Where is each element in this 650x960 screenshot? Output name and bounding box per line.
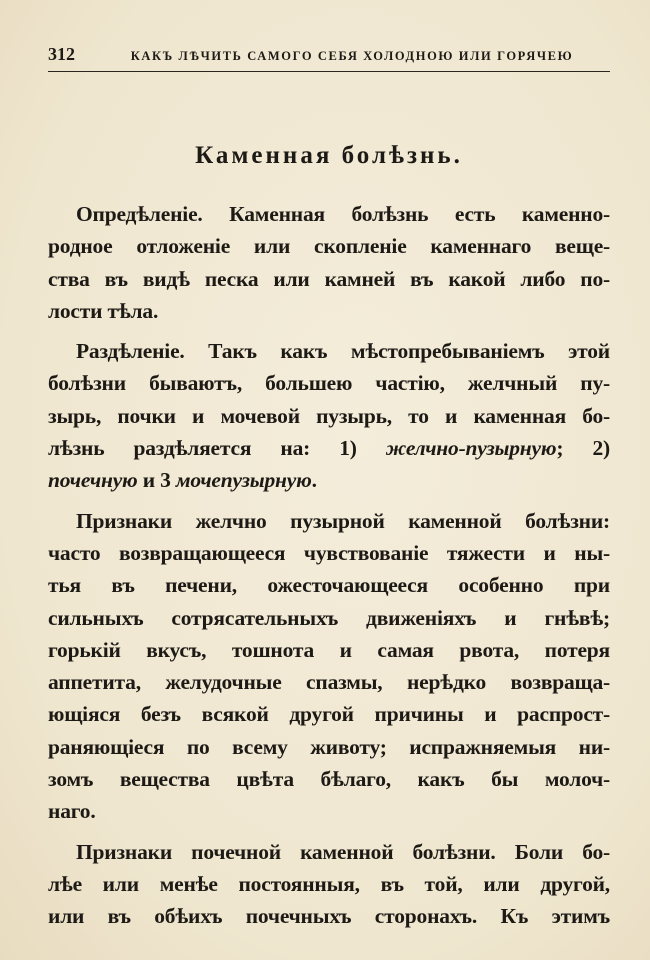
header-rule	[48, 71, 610, 72]
text-line: Раздѣленіе. Такъ какъ мѣстопребываніемъ этой	[76, 339, 610, 364]
text-segment: и 3	[137, 468, 176, 493]
text-line: или въ обѣихъ почечныхъ сторонахъ. Къ этимъ	[48, 904, 610, 929]
text-line: тья въ печени, ожесточающееся особенно при	[48, 573, 610, 598]
text-segment: лѣзнь раздѣляется на: 1)	[48, 436, 386, 461]
text-line: Признаки почечной каменной болѣзни. Боли бо-	[76, 839, 610, 864]
text-line: часто возвращающееся чувствованіе тяжести и ны-	[48, 540, 610, 565]
body-text	[48, 198, 610, 933]
italic-term: почечную	[48, 468, 138, 493]
text-line: Опредѣленіе. Каменная болѣзнь есть каменно-	[76, 202, 610, 226]
text-line: наго.	[48, 799, 96, 824]
text-segment: .	[311, 468, 317, 493]
text-line: болѣзни бываютъ, большею частію, желчный пу-	[48, 371, 610, 396]
text-line: зырь, почки и мочевой пузырь, то и каменная бо-	[48, 403, 610, 428]
text-line: аппетита, желудочные спазмы, нерѣдко возвраща-	[48, 670, 610, 695]
page-header	[48, 44, 610, 65]
text-line: горькій вкусъ, тошнота и самая рвота, потеря	[48, 637, 610, 662]
text-line: родное отложеніе или скопленіе каменнаго веще-	[48, 234, 610, 259]
italic-term: желчно-пузырную	[385, 436, 557, 461]
page-number: 312	[48, 44, 75, 64]
text-line: лости тѣла.	[48, 298, 159, 323]
italic-term: мочепузырную	[175, 468, 312, 493]
text-line: ства въ видѣ песка или камней въ какой либо по-	[48, 266, 610, 291]
running-head: КАКЪ ЛѢЧИТЬ САМОГО СЕБЯ ХОЛОДНОЮ ИЛИ ГОРЯЧЕЮ	[130, 49, 574, 63]
text-line: ющіяся безъ всякой другой причины и распрост-	[48, 702, 610, 727]
text-line	[48, 464, 610, 496]
text-line: лѣе или менѣе постоянныя, въ той, или другой,	[48, 871, 610, 896]
text-line: раняющіеся по всему животу; испражняемыя ни-	[48, 734, 610, 759]
text-line	[48, 432, 610, 464]
text-line: Признаки желчно пузырной каменной болѣзни:	[76, 508, 610, 533]
section-title: Каменная болѣзнь.	[195, 142, 463, 169]
text-line: сильныхъ сотрясательныхъ движеніяхъ и гнѣвѣ;	[48, 605, 610, 630]
text-line: зомъ вещества цвѣта бѣлаго, какъ бы молоч-	[48, 767, 610, 792]
text-segment: ; 2)	[556, 436, 610, 461]
